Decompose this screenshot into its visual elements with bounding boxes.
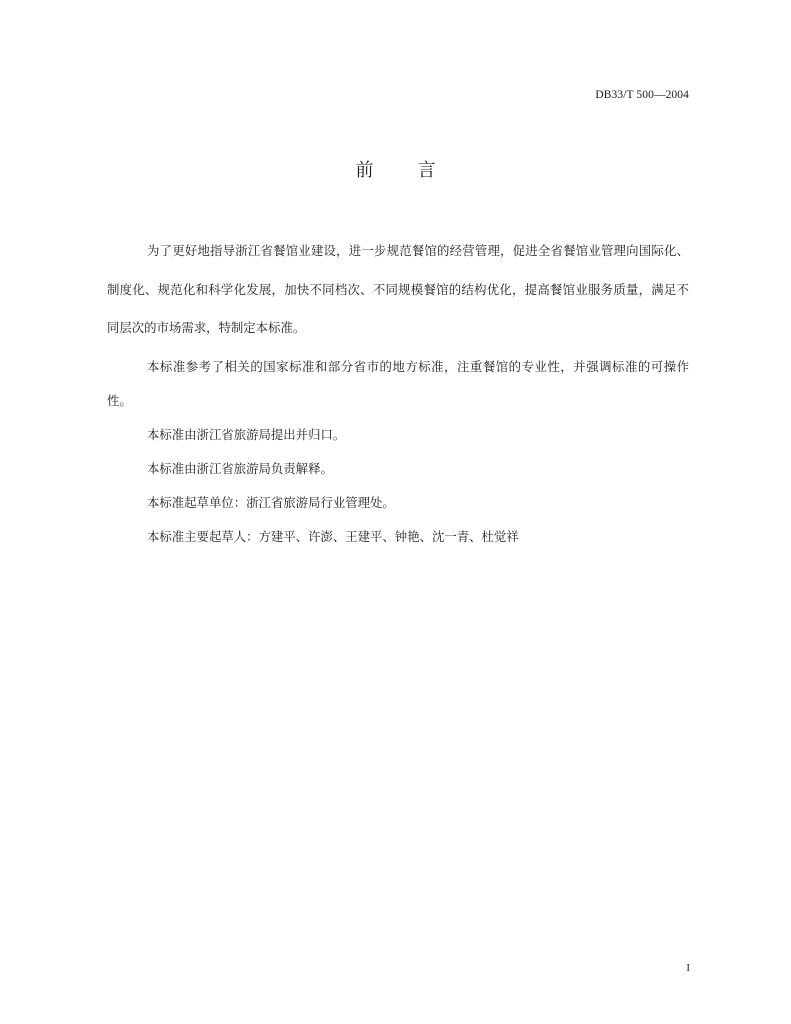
paragraph-interpreter: 本标准由浙江省旅游局负责解释。 bbox=[147, 460, 333, 476]
standard-code: DB33/T 500—2004 bbox=[595, 89, 689, 101]
paragraph-drafting-unit: 本标准起草单位：浙江省旅游局行业管理处。 bbox=[147, 494, 395, 510]
paragraph-proposer: 本标准由浙江省旅游局提出并归口。 bbox=[147, 426, 346, 442]
page-title: 前言 bbox=[355, 160, 480, 181]
paragraph-purpose: 为了更好地指导浙江省餐馆业建设，进一步规范餐馆的经营管理，促进全省餐馆业管理向国际化、制度化、规范化和科学化发展，加快不同档次、不同规模餐馆的结构优化，提高餐馆业服务质量，满足不同层次的市场需求，特制定本标准。 bbox=[107, 243, 689, 335]
paragraph-references: 本标准参考了相关的国家标准和部分省市的地方标准，注重餐馆的专业性，并强调标准的可操作性。 bbox=[107, 358, 689, 408]
foreword-body bbox=[107, 232, 689, 554]
paragraph-drafters: 本标准主要起草人：方建平、许澎、王建平、钟艳、沈一青、杜觉祥 bbox=[147, 528, 519, 544]
page-number: I bbox=[686, 962, 690, 974]
